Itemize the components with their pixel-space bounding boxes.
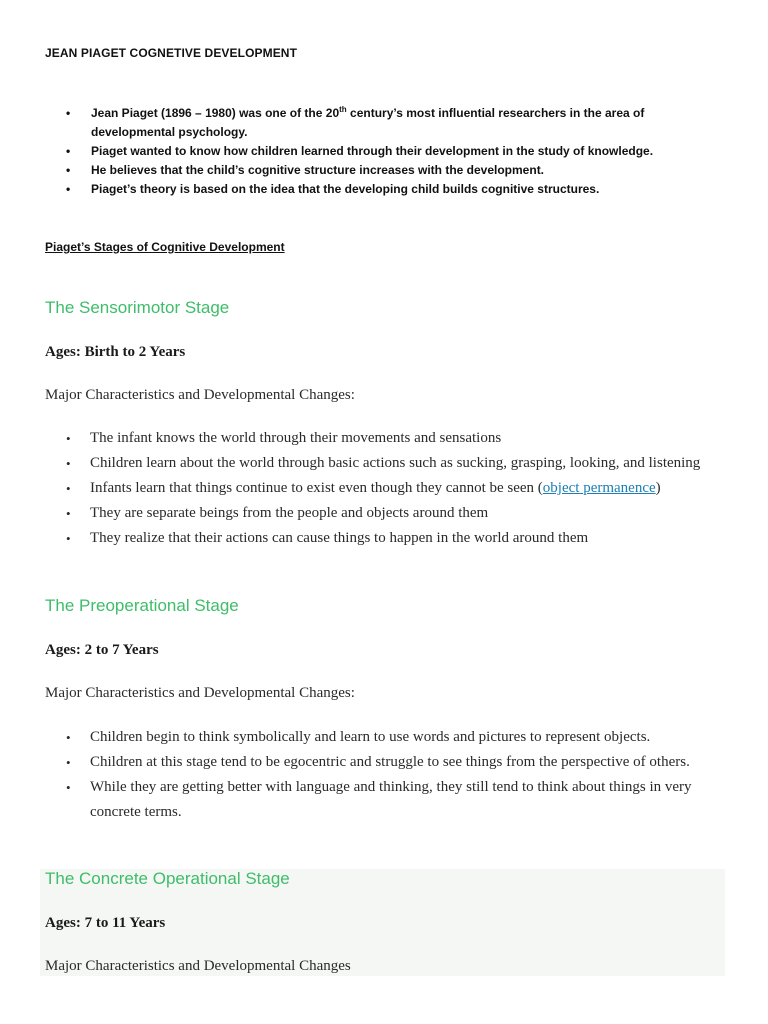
list-item [45,750,705,775]
intro-bullet-text-continued: century’s most influential researchers in the area of developmental psychology. [91,106,645,139]
superscript-ordinal: th [339,105,347,114]
document-title: JEAN PIAGET COGNETIVE DEVELOPMENT [45,46,298,60]
list-item-text: Children begin to think symbolically and learn to use words and pictures to represent objects. [90,729,651,745]
bullet-icon: • [66,755,71,770]
bullet-icon: • [66,531,71,546]
stage-ages-sensorimotor: Ages: Birth to 2 Years [45,344,186,360]
bullet-icon: • [66,456,71,471]
intro-bullet-item [45,104,685,142]
stages-section-heading: Piaget’s Stages of Cognitive Development [45,240,285,254]
stage-ages-concrete-operational: Ages: 7 to 11 Years [45,915,166,931]
bullet-icon: • [66,431,71,446]
intro-bullet-text: He believes that the child’s cognitive structure increases with the development. [91,163,545,177]
list-item-text: Children at this stage tend to be egocentric and struggle to see things from the perspective of others. [90,754,690,770]
intro-bullet-text: Piaget’s theory is based on the idea that the developing child builds cognitive structures. [91,182,600,196]
bullet-icon: • [66,780,71,795]
list-item-text-end: ) [655,480,661,496]
bullet-icon: • [66,144,71,158]
intro-bullet-text: Piaget wanted to know how children learned through their development in the study of knowledge. [91,144,654,158]
bullet-icon: • [66,106,71,120]
stage-characteristics-label: Major Characteristics and Developmental Changes [45,958,351,974]
list-item-text: Children learn about the world through basic actions such as sucking, grasping, looking, and listening [90,455,701,471]
stage-characteristics-label: Major Characteristics and Developmental Changes: [45,387,355,403]
intro-bullet-item [45,180,685,199]
stage-heading-concrete-operational: The Concrete Operational Stage [45,869,290,888]
bullet-icon: • [66,182,71,196]
stage-heading-sensorimotor: The Sensorimotor Stage [45,298,230,317]
list-item-text: While they are getting better with language and thinking, they still tend to think about things in very concrete terms. [90,779,692,820]
bullet-icon: • [66,730,71,745]
list-item [45,476,725,501]
bullet-icon: • [66,481,71,496]
object-permanence-link[interactable]: object permanence [542,480,656,496]
list-item [45,501,725,526]
list-item [45,725,705,750]
list-item [45,426,725,451]
list-item-text: The infant knows the world through their movements and sensations [90,430,502,446]
intro-bullet-item [45,161,685,180]
list-item-text: Infants learn that things continue to exist even though they cannot be seen ( [90,480,543,496]
list-item-text: They are separate beings from the people and objects around them [90,505,489,521]
stage-characteristics-label: Major Characteristics and Developmental Changes: [45,685,355,701]
intro-bullet-list [45,104,685,199]
stage-heading-preoperational: The Preoperational Stage [45,596,239,615]
stage-ages-preoperational: Ages: 2 to 7 Years [45,642,159,658]
list-item [45,526,725,551]
bullet-icon: • [66,506,71,521]
list-item-text: They realize that their actions can cause things to happen in the world around them [90,530,589,546]
intro-bullet-item [45,142,685,161]
intro-bullet-text: Jean Piaget (1896 – 1980) was one of the 20 [91,106,340,120]
stage-characteristics-list [45,426,725,551]
stage-characteristics-list [45,725,705,825]
list-item [45,775,705,825]
list-item [45,451,725,476]
bullet-icon: • [66,163,71,177]
